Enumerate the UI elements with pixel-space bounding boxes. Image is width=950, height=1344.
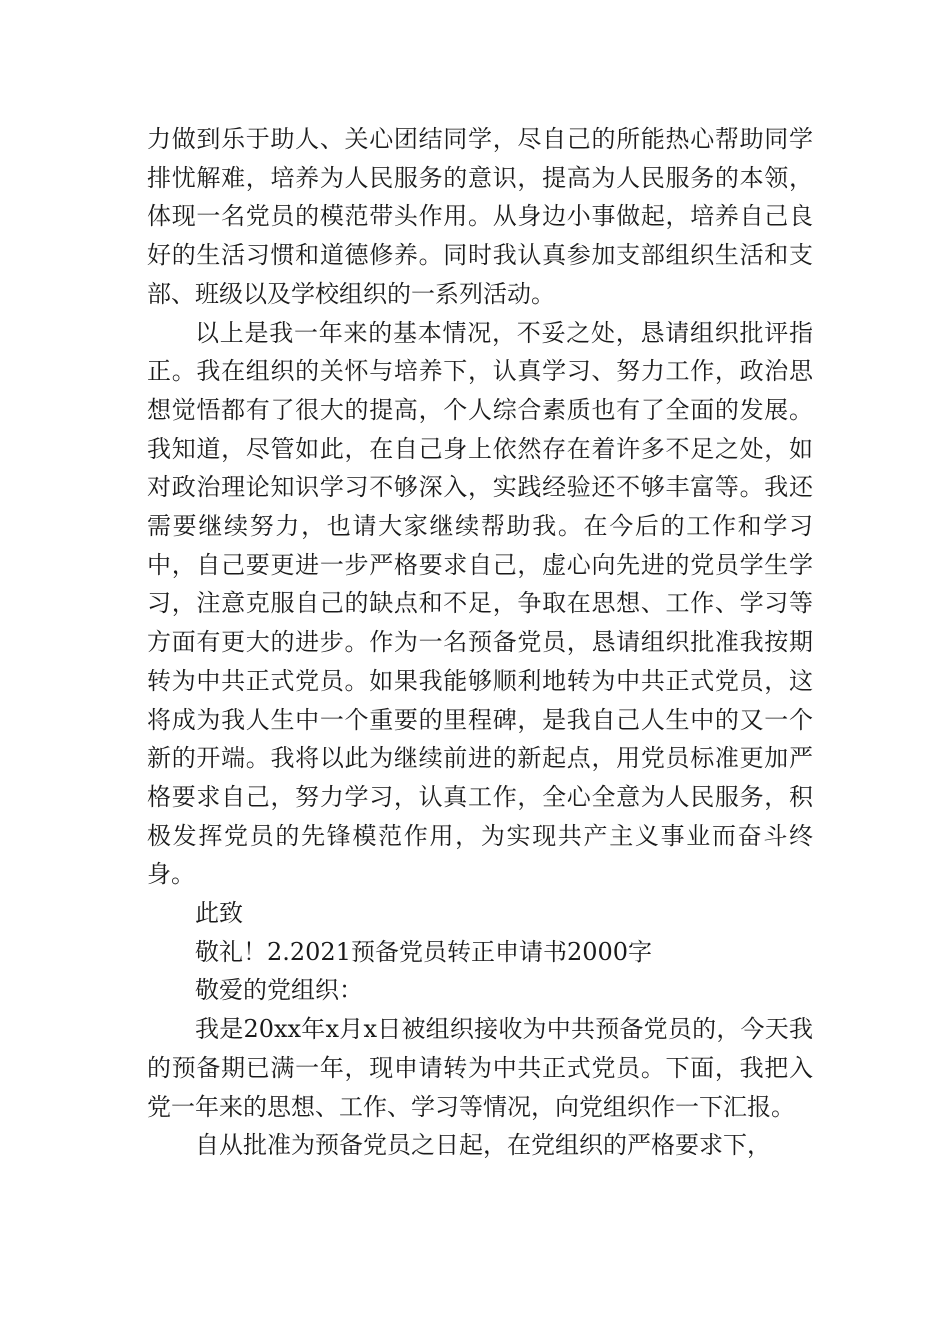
paragraph-start: 自从批准为预备党员之日起，在党组织的严格要求下， bbox=[195, 1131, 771, 1160]
paragraph-intro: 我是20xx年x月x日被组织接收为中共预备党员的，今天我的预备期已满一年，现申请转为中共正式党员。下面，我把入党一年来的思想、工作、学习等情况，向党组织作一下汇报。 bbox=[147, 1015, 813, 1121]
closing-regards-heading: 敬礼！2.2021预备党员转正申请书2000字 bbox=[195, 937, 653, 966]
document-body bbox=[147, 120, 813, 1165]
paragraph-summary: 以上是我一年来的基本情况，不妥之处，恳请组织批评指正。我在组织的关怀与培养下，认真学习、努力工作，政治思想觉悟都有了很大的提高，个人综合素质也有了全面的发展。我知道，尽管如此，在自己身上依然存在着许多不足之处，如对政治理论知识学习不够深入，实践经验还不够丰富等。我还需要继续努力，也请大家继续帮助我。在今后的工作和学习中，自己要更进一步严格要求自己，虚心向先进的党员学生学习，注意克服自己的缺点和不足，争取在思想、工作、学习等方面有更大的进步。作为一名预备党员，恳请组织批准我按期转为中共正式党员。如果我能够顺利地转为中共正式党员，这将成为我人生中一个重要的里程碑，是我自己人生中的又一个新的开端。我将以此为继续前进的新起点，用党员标准更加严格要求自己，努力学习，认真工作，全心全意为人民服务，积极发挥党员的先锋模范作用，为实现共产主义事业而奋斗终身。 bbox=[147, 318, 813, 889]
closing-salutation: 此致 bbox=[195, 899, 243, 928]
letter-greeting: 敬爱的党组织： bbox=[195, 976, 363, 1005]
paragraph-continued: 力做到乐于助人、关心团结同学，尽自己的所能热心帮助同学排忧解难，培养为人民服务的意识，提高为人民服务的本领，体现一名党员的模范带头作用。从身边小事做起，培养自己良好的生活习惯和道德修养。同时我认真参加支部组织生活和支部、班级以及学校组织的一系列活动。 bbox=[147, 125, 813, 308]
